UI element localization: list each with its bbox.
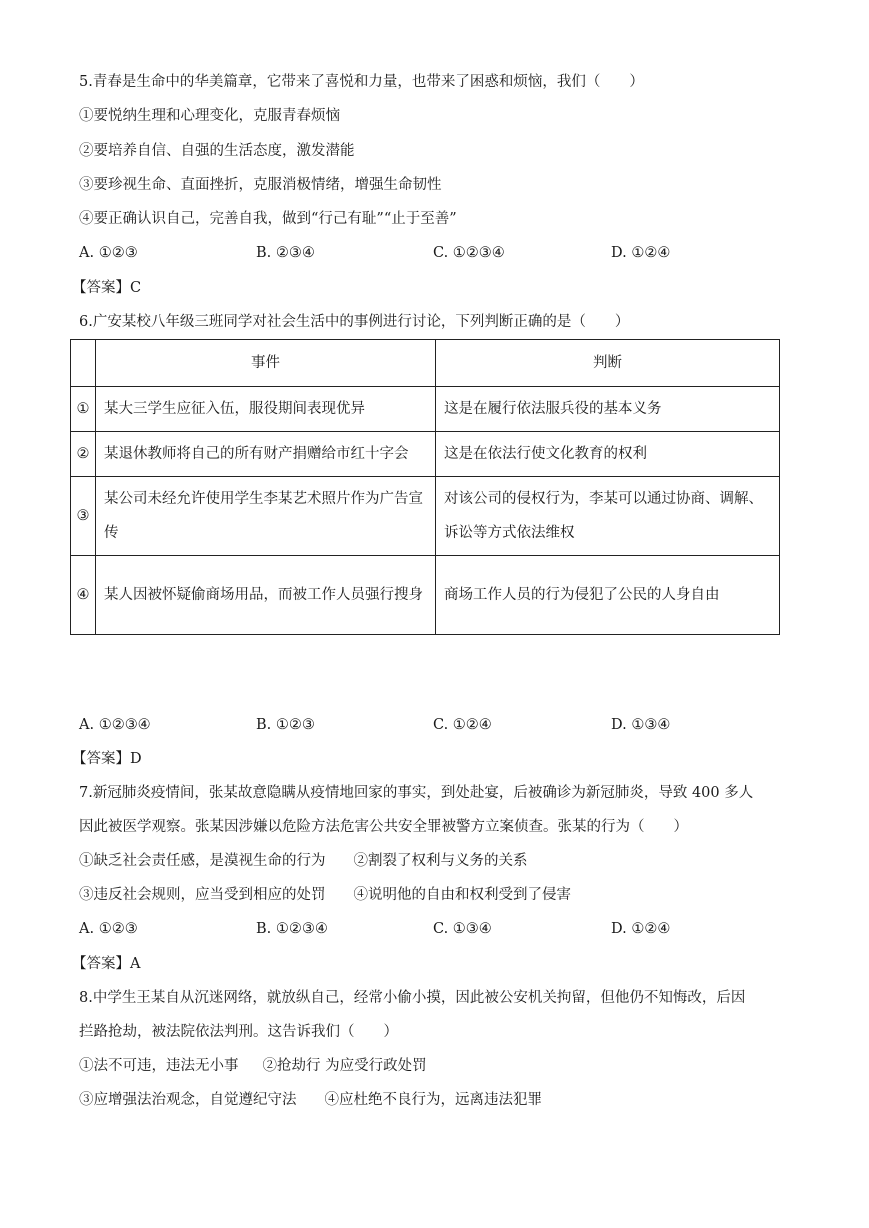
q6-option-a: A. ①②③④ — [79, 717, 151, 733]
table-cell-event: 某公司未经允许使用学生李某艺术照片作为广告宣传 — [96, 477, 436, 556]
q7-item-4: ④说明他的自由和权利受到了侵害 — [353, 887, 571, 903]
q7-item-3: ③违反社会规则，应当受到相应的处罚 — [79, 887, 326, 903]
q6-option-d: D. ①③④ — [611, 717, 671, 733]
q8-stem-line-2: 拦路抢劫，被法院依法判刑。这告诉我们（ ） — [79, 1024, 398, 1040]
q8-item-3: ③应增强法治观念，自觉遵纪守法 — [79, 1092, 297, 1108]
q6-stem: 6.广安某校八年级三班同学对社会生活中的事例进行讨论，下列判断正确的是（ ） — [79, 314, 630, 330]
table-cell-event: 某退休教师将自己的所有财产捐赠给市红十字会 — [96, 432, 436, 477]
table-header-judge: 判断 — [436, 340, 780, 387]
table-header-num — [71, 340, 96, 387]
q7-option-b: B. ①②③④ — [256, 921, 328, 937]
table-cell-num: ③ — [71, 477, 96, 556]
table-cell-num: ① — [71, 387, 96, 432]
q5-item-1: ①要悦纳生理和心理变化，克服青春烦恼 — [79, 108, 340, 124]
table-cell-event: 某大三学生应征入伍，服役期间表现优异 — [96, 387, 436, 432]
q5-stem: 5.青春是生命中的华美篇章，它带来了喜悦和力量，也带来了困惑和烦恼，我们（ ） — [79, 74, 644, 90]
q7-options — [79, 919, 799, 939]
q6-table — [70, 339, 780, 635]
q5-answer: 【答案】C — [72, 280, 142, 296]
q6-answer: 【答案】D — [72, 751, 142, 767]
table-header-event: 事件 — [96, 340, 436, 387]
table-row — [71, 387, 780, 432]
table-cell-num: ④ — [71, 556, 96, 635]
table-cell-judge: 这是在依法行使文化教育的权利 — [436, 432, 780, 477]
q7-option-d: D. ①②④ — [611, 921, 671, 937]
table-row — [71, 556, 780, 635]
q7-option-c: C. ①③④ — [433, 921, 492, 937]
q5-item-2: ②要培养自信、自强的生活态度，激发潜能 — [79, 143, 355, 159]
q8-item-2: ②抢劫行 为应受行政处罚 — [262, 1058, 427, 1074]
table-cell-judge: 商场工作人员的行为侵犯了公民的人身自由 — [436, 556, 780, 635]
q6-option-b: B. ①②③ — [256, 717, 315, 733]
table-row — [71, 477, 780, 556]
q5-options — [79, 243, 799, 263]
table-cell-judge: 对该公司的侵权行为，李某可以通过协商、调解、诉讼等方式依法维权 — [436, 477, 780, 556]
q8-item-4: ④应杜绝不良行为，远离违法犯罪 — [324, 1092, 542, 1108]
q8-items-row-1 — [79, 1056, 427, 1076]
table-cell-event: 某人因被怀疑偷商场用品，而被工作人员强行搜身 — [96, 556, 436, 635]
q8-items-row-2 — [79, 1090, 542, 1110]
q6-options — [79, 715, 799, 735]
q5-option-d: D. ①②④ — [611, 245, 671, 261]
q7-answer: 【答案】A — [72, 956, 141, 972]
q5-option-b: B. ②③④ — [256, 245, 315, 261]
q5-option-c: C. ①②③④ — [433, 245, 505, 261]
q7-items-row-1 — [79, 851, 528, 871]
table-header-row — [71, 340, 780, 387]
q7-option-a: A. ①②③ — [79, 921, 138, 937]
q7-items-row-2 — [79, 885, 571, 905]
table-cell-num: ② — [71, 432, 96, 477]
q7-item-2: ②割裂了权利与义务的关系 — [353, 853, 528, 869]
table-row — [71, 432, 780, 477]
q7-stem-line-2: 因此被医学观察。张某因涉嫌以危险方法危害公共安全罪被警方立案侦查。张某的行为（ ） — [79, 819, 688, 835]
q6-option-c: C. ①②④ — [433, 717, 492, 733]
q5-item-4: ④要正确认识自己，完善自我，做到“行己有耻”“止于至善” — [79, 211, 457, 227]
q5-option-a: A. ①②③ — [79, 245, 138, 261]
q5-item-3: ③要珍视生命、直面挫折，克服消极情绪，增强生命韧性 — [79, 177, 442, 193]
table-cell-judge: 这是在履行依法服兵役的基本义务 — [436, 387, 780, 432]
q8-item-1: ①法不可违，违法无小事 — [79, 1058, 239, 1074]
q7-stem-line-1: 7.新冠肺炎疫情间，张某故意隐瞒从疫情地回家的事实，到处赴宴，后被确诊为新冠肺炎，导致 400 多人 — [79, 785, 754, 801]
q8-stem-line-1: 8.中学生王某自从沉迷网络，就放纵自己，经常小偷小摸，因此被公安机关拘留，但他仍不知悔改，后因 — [79, 990, 746, 1006]
q7-item-1: ①缺乏社会责任感，是漠视生命的行为 — [79, 853, 326, 869]
